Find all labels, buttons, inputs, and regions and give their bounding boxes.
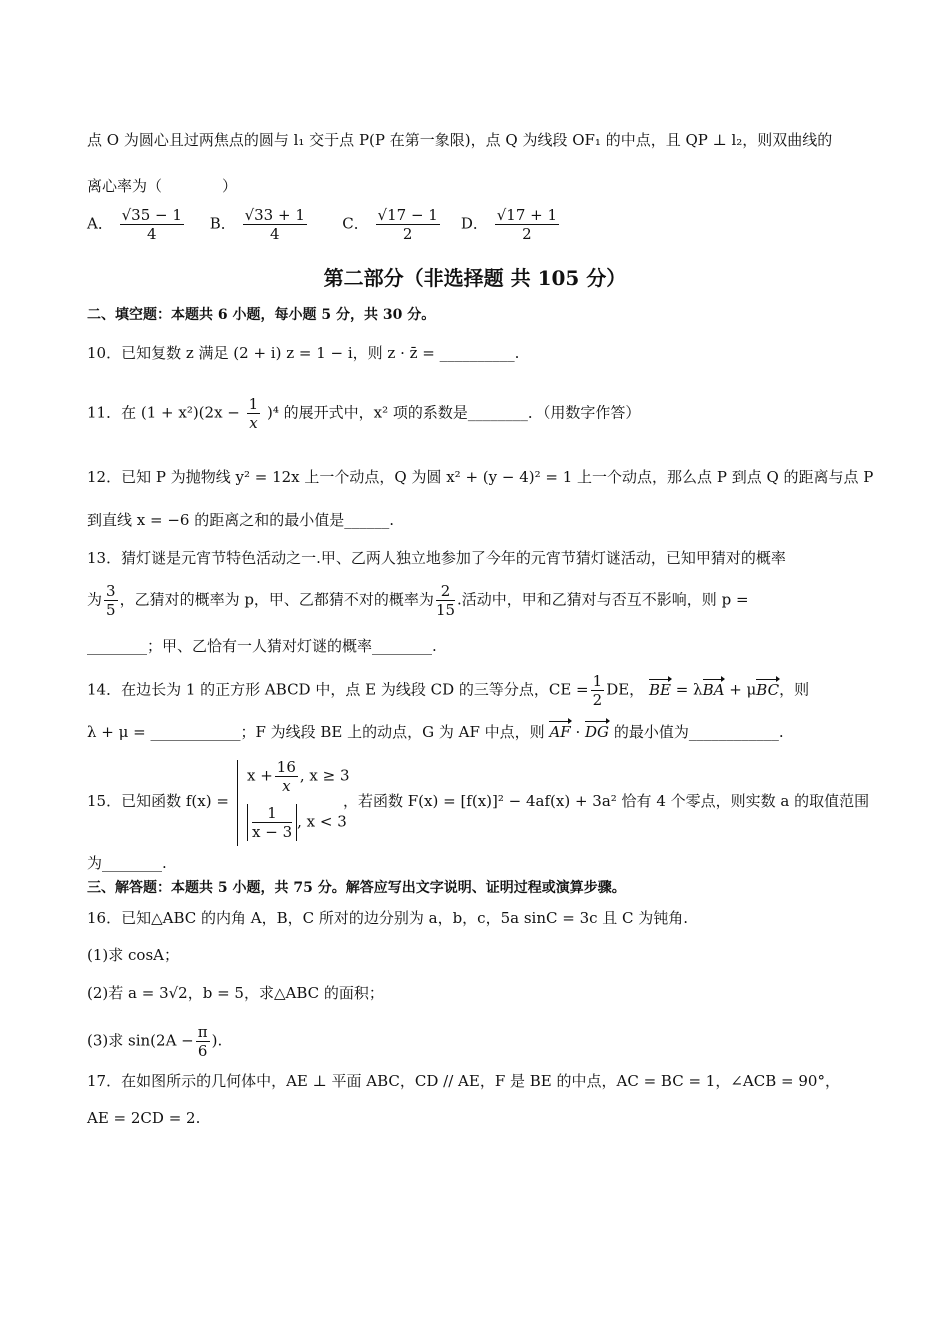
question-13-line-2: 为 $\frac{3}{5}$ ，乙猜对的概率为 p，甲、乙都猜不对的概率为 $\frac{2}{15}$ .活动中，甲和乙猜对与否互不影响，则 p =	[87, 582, 749, 619]
vector-af: AF	[549, 723, 571, 741]
q13-fraction-1: $\frac{3}{5}$	[106, 582, 116, 619]
piecewise-brace	[237, 760, 246, 846]
option-c-label: C．	[342, 214, 369, 233]
question-14-line-1: 14．在边长为 1 的正方形 ABCD 中，点 E 为线段 CD 的三等分点，CE = $\frac{1}{2}$ DE， BE = λBA + μBC，则	[87, 672, 810, 709]
question-17-line-2: AE = 2CD = 2.	[87, 1109, 201, 1127]
vector-be: BE	[648, 680, 671, 699]
q9-continuation-line: 点 O 为圆心且过两焦点的圆与 l₁ 交于点 P(P 在第一象限)，点 Q 为线段 OF₁ 的中点，且 QP ⊥ l₂，则双曲线的	[87, 131, 833, 149]
option-d-fraction: $\frac{√17 + 1}{2}$	[496, 206, 558, 243]
q13-fraction-2: $\frac{2}{15}$	[435, 582, 456, 619]
fill-in-header: 二、填空题：本题共 6 小题，每小题 5 分，共 30 分。	[87, 307, 436, 323]
question-10: 10．已知复数 z 满足 (2 + i) z = 1 − i，则 z · z̄ = __________.	[87, 344, 520, 362]
question-15-line-2: 为________.	[87, 854, 167, 872]
q11-fraction: $\frac{1}{x}$	[248, 395, 259, 432]
option-d-label: D．	[460, 214, 488, 233]
vector-ba: BA	[702, 680, 725, 699]
question-17-line-1: 17．在如图所示的几何体中，AE ⊥ 平面 ABC，CD // AE，F 是 BE 的中点，AC = BC = 1，∠ACB = 90°，	[87, 1072, 840, 1090]
option-b-fraction: $\frac{√33 + 1}{4}$	[244, 206, 305, 243]
vector-dg: DG	[585, 723, 610, 741]
question-12-line-2: 到直线 x = −6 的距离之和的最小值是______.	[87, 511, 394, 529]
option-c-fraction: $\frac{√17 - 1}{2}$	[377, 206, 438, 243]
question-14-line-2: λ + μ = ____________；F 为线段 BE 上的动点，G 为 AF 中点，则 AF · DG 的最小值为____________.	[87, 723, 784, 741]
q9-options	[87, 206, 561, 243]
option-a-fraction: $\frac{√35 - 1}{4}$	[121, 206, 182, 243]
question-16-intro: 16．已知△ABC 的内角 A，B，C 所对的边分别为 a，b，c，5a sinC = 3c 且 C 为钝角.	[87, 909, 689, 927]
vector-bc: BC	[756, 680, 780, 699]
question-13-line-3: ________；甲、乙恰有一人猜对灯谜的概率________.	[87, 637, 437, 655]
question-15-body: ，若函数 F(x) = [f(x)]² − 4af(x) + 3a² 恰有 4 个零点，则实数 a 的取值范围	[343, 792, 870, 810]
option-b-label: B．	[209, 214, 236, 233]
question-16-part-2: (2)若 a = 3√2，b = 5，求△ABC 的面积；	[87, 984, 384, 1002]
question-12-line-1: 12．已知 P 为抛物线 y² = 12x 上一个动点，Q 为圆 x² + (y − 4)² = 1 上一个动点，那么点 P 到点 Q 的距离与点 P	[87, 468, 874, 486]
option-a-label: A．	[87, 214, 113, 233]
solve-header: 三、解答题：本题共 5 小题，共 75 分。解答应写出文字说明、证明过程或演算步骤。	[87, 880, 626, 896]
question-13-line-1: 13．猜灯谜是元宵节特色活动之一.甲、乙两人独立地参加了今年的元宵节猜灯谜活动，已知甲猜对的概率	[87, 549, 786, 567]
question-11: 11．在 (1 + x²)(2x − $\frac{1}{x}$ )⁴ 的展开式中，x² 项的系数是________．（用数字作答）	[87, 395, 641, 432]
question-16-part-3: (3)求 sin(2A − $\frac{\pi}{6}$ ).	[87, 1023, 223, 1060]
question-15-prefix: 15．已知函数 f(x) =	[87, 792, 229, 810]
q9-prompt-line: 离心率为（ ）	[87, 177, 238, 195]
section-title: 第二部分（非选择题 共 105 分）	[323, 266, 627, 290]
piece-1: x + $\frac{16}{x}$ , x ≥ 3	[247, 758, 350, 795]
pi-over-6-fraction: $\frac{\pi}{6}$	[197, 1023, 208, 1060]
question-16-part-1: (1)求 cosA；	[87, 946, 179, 964]
piece-2: $\frac{1}{x - 3}$ , x < 3	[247, 804, 347, 841]
q14-fraction: $\frac{1}{2}$	[592, 672, 603, 709]
